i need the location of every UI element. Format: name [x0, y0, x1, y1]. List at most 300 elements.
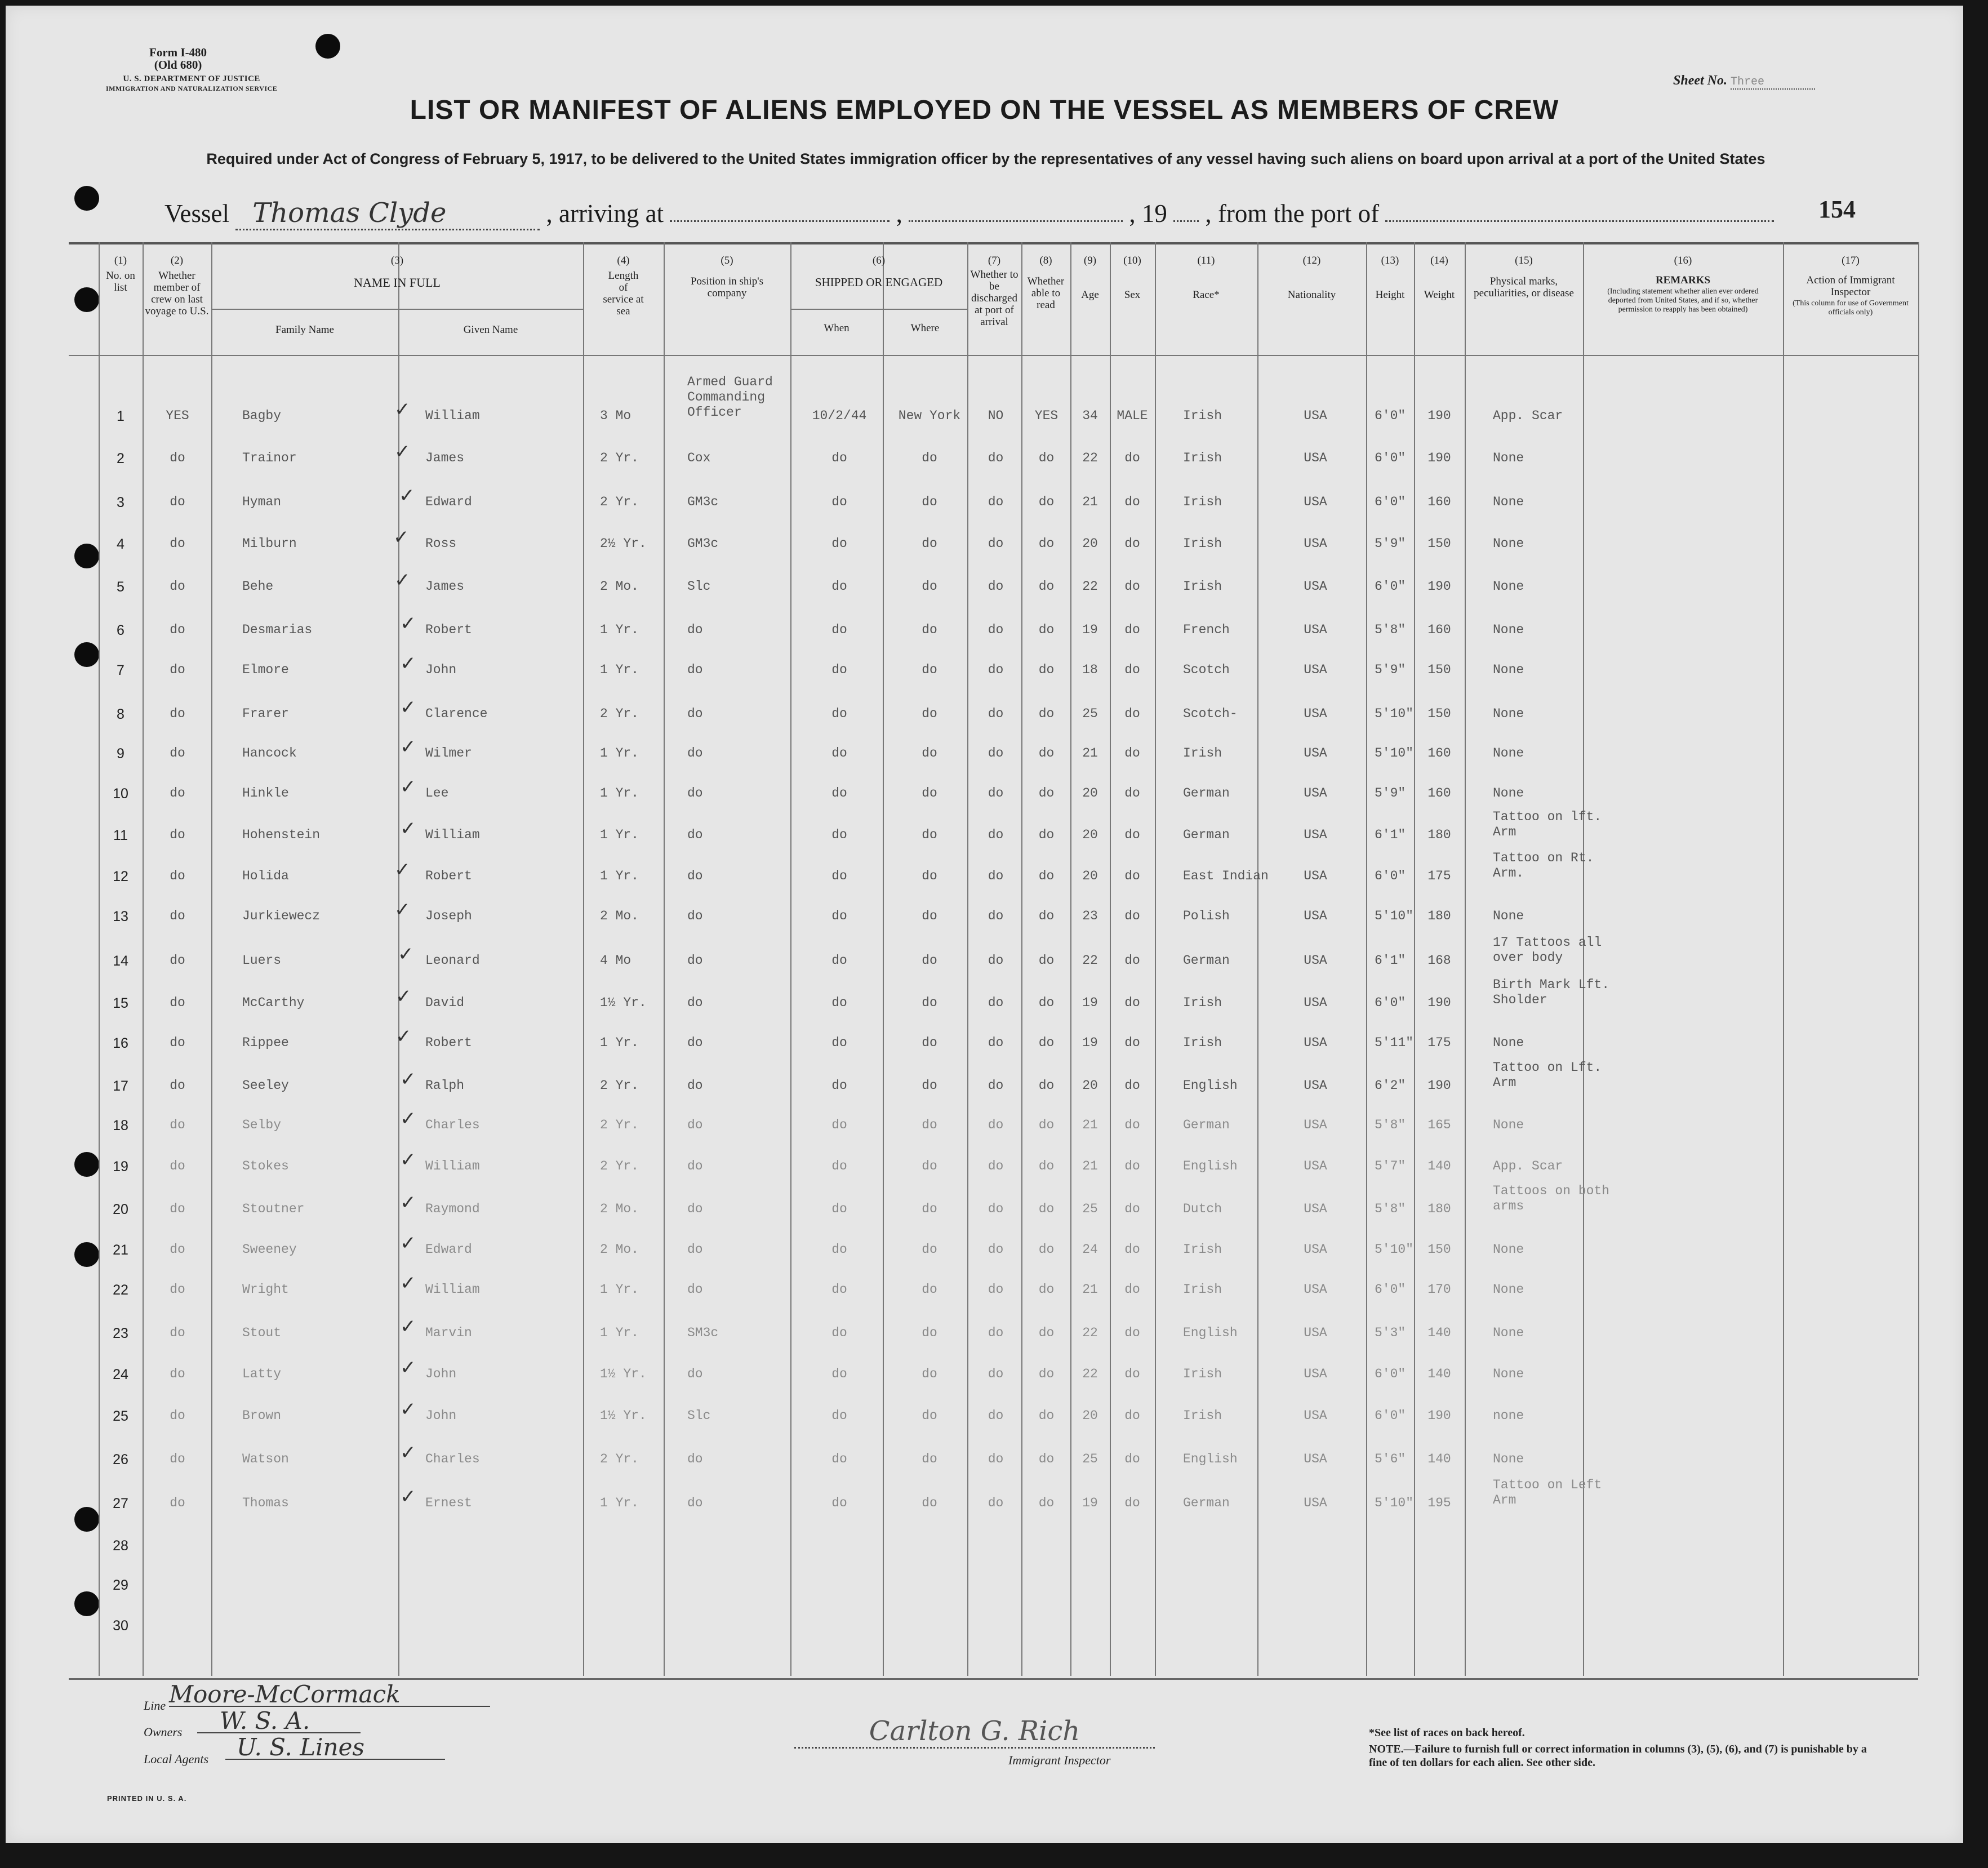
cell-discharged: do	[988, 1326, 1004, 1340]
cell-position: do	[687, 1202, 703, 1216]
cell-read: do	[1038, 662, 1055, 677]
cell-family: Brown	[242, 1408, 282, 1423]
cell-age: 20	[1082, 828, 1098, 842]
manifest-sheet	[6, 6, 1963, 1843]
cell-when: do	[831, 495, 847, 509]
row-number: 12	[113, 869, 128, 884]
cell-marks: None	[1493, 662, 1524, 677]
cell-position: Cox	[687, 451, 711, 465]
cell-weight: 160	[1427, 495, 1451, 509]
cell-where: do	[922, 1118, 937, 1132]
cell-nationality: USA	[1304, 746, 1327, 760]
cell-where: do	[922, 1078, 937, 1093]
cell-when: do	[831, 1078, 847, 1093]
cell-age: 19	[1082, 622, 1098, 637]
cell-weight: 175	[1427, 1035, 1451, 1050]
cell-nationality: USA	[1304, 1496, 1327, 1510]
cell-race: Irish	[1183, 1242, 1222, 1257]
cell-position: do	[687, 995, 703, 1010]
cell-race: Irish	[1183, 1282, 1222, 1297]
col5-number: (5)	[721, 255, 733, 266]
cell-discharged: do	[988, 909, 1004, 923]
cell-service: 4 Mo	[600, 953, 631, 968]
cell-service: 1 Yr.	[600, 1496, 639, 1510]
table-row	[6, 1108, 1963, 1140]
table-row	[6, 1442, 1963, 1474]
cell-height: 6'2"	[1375, 1078, 1406, 1093]
cell-service: 2 Yr.	[600, 451, 639, 465]
table-row	[6, 1398, 1963, 1431]
cell-read: do	[1038, 828, 1055, 842]
cell-age: 21	[1082, 495, 1098, 509]
cell-position: do	[687, 662, 703, 677]
cell-age: 23	[1082, 909, 1098, 923]
cell-sex: do	[1124, 1035, 1140, 1050]
checkmark-icon: ✓	[400, 736, 416, 758]
col2-number: (2)	[170, 255, 184, 266]
checkmark-icon: ✓	[400, 696, 416, 719]
row-number: 14	[113, 953, 128, 969]
cell-height: 6'0"	[1375, 408, 1406, 423]
form-old-number: (Old 680)	[154, 58, 202, 72]
cell-crew: do	[170, 1078, 185, 1093]
cell-nationality: USA	[1304, 1242, 1327, 1257]
cell-position: Slc	[687, 1408, 711, 1423]
cell-read: do	[1038, 1078, 1055, 1093]
row-number: 15	[113, 995, 128, 1011]
col15-heading	[1465, 255, 1583, 299]
cell-nationality: USA	[1304, 662, 1327, 677]
col7-heading	[967, 255, 1021, 328]
cell-discharged: do	[988, 1496, 1004, 1510]
checkmark-icon: ✓	[400, 1191, 416, 1214]
cell-service: 1 Yr.	[600, 1282, 639, 1297]
col4-title: Length of service at sea	[603, 270, 644, 317]
cell-where: do	[922, 995, 937, 1010]
col9-title: Age	[1081, 289, 1099, 301]
arriving-label: , arriving at	[546, 199, 664, 228]
cell-weight: 180	[1427, 909, 1451, 923]
cell-age: 20	[1082, 786, 1098, 800]
checkmark-icon: ✓	[400, 1398, 416, 1421]
cell-discharged: do	[988, 1078, 1004, 1093]
comma-sep: ,	[896, 199, 902, 228]
cell-read: do	[1038, 1118, 1055, 1132]
cell-discharged: do	[988, 579, 1004, 594]
cell-where: do	[922, 1035, 937, 1050]
cell-family: Thomas	[242, 1496, 289, 1510]
checkmark-icon: ✓	[400, 817, 416, 840]
cell-crew: do	[170, 451, 185, 465]
cell-crew: do	[170, 828, 185, 842]
table-row	[6, 612, 1963, 645]
cell-family: Wright	[242, 1282, 289, 1297]
cell-crew: do	[170, 1202, 185, 1216]
row-number: 18	[113, 1118, 128, 1133]
row-number: 22	[113, 1282, 128, 1298]
cell-discharged: do	[988, 1367, 1004, 1381]
cell-when: 10/2/44	[812, 408, 867, 423]
cell-service: 1 Yr.	[600, 662, 639, 677]
cell-position: do	[687, 1452, 703, 1466]
cell-crew: do	[170, 536, 185, 551]
cell-sex: do	[1124, 1202, 1140, 1216]
vessel-name: Thomas Clyde	[235, 197, 540, 230]
cell-family: Rippee	[242, 1035, 289, 1050]
cell-service: 1½ Yr.	[600, 995, 647, 1010]
cell-age: 21	[1082, 746, 1098, 760]
cell-marks: Birth Mark Lft. Sholder	[1493, 977, 1610, 1007]
cell-given: Edward	[425, 495, 472, 509]
cell-age: 22	[1082, 579, 1098, 594]
cell-age: 19	[1082, 1496, 1098, 1510]
table-row	[6, 1315, 1963, 1348]
cell-read: do	[1038, 1202, 1055, 1216]
cell-race: Scotch	[1183, 662, 1230, 677]
cell-family: Stoutner	[242, 1202, 305, 1216]
cell-given: Charles	[425, 1118, 480, 1132]
cell-crew: do	[170, 706, 185, 721]
cell-service: 1 Yr.	[600, 1035, 639, 1050]
cell-sex: do	[1124, 1326, 1140, 1340]
cell-service: 1 Yr.	[600, 1326, 639, 1340]
cell-given: Wilmer	[425, 746, 472, 760]
cell-service: 1½ Yr.	[600, 1408, 647, 1423]
cell-nationality: USA	[1304, 909, 1327, 923]
cell-discharged: do	[988, 622, 1004, 637]
cell-crew: do	[170, 995, 185, 1010]
cell-discharged: do	[988, 451, 1004, 465]
cell-family: Seeley	[242, 1078, 289, 1093]
cell-nationality: USA	[1304, 1282, 1327, 1297]
cell-given: William	[425, 1159, 480, 1173]
cell-crew: do	[170, 1035, 185, 1050]
cell-crew: do	[170, 1452, 185, 1466]
cell-sex: do	[1124, 953, 1140, 968]
cell-given: Charles	[425, 1452, 480, 1466]
row-number: 25	[113, 1408, 128, 1424]
cell-service: 2 Yr.	[600, 1118, 639, 1132]
cell-read: do	[1038, 953, 1055, 968]
cell-age: 21	[1082, 1118, 1098, 1132]
cell-discharged: do	[988, 706, 1004, 721]
cell-read: do	[1038, 1408, 1055, 1423]
col11-title: Race*	[1193, 289, 1220, 301]
cell-given: John	[425, 1408, 457, 1423]
department-name: U. S. DEPARTMENT OF JUSTICE	[123, 74, 260, 83]
cell-nationality: USA	[1304, 1035, 1327, 1050]
cell-where: do	[922, 1242, 937, 1257]
cell-service: 2 Mo.	[600, 579, 639, 594]
checkmark-icon: ✓	[398, 943, 414, 966]
cell-when: do	[831, 1035, 847, 1050]
cell-weight: 190	[1427, 1408, 1451, 1423]
col3b-heading: Given Name	[463, 324, 518, 336]
cell-given: James	[425, 451, 465, 465]
col5-title: Position in ship's company	[690, 275, 764, 299]
cell-nationality: USA	[1304, 1452, 1327, 1466]
col15-title: Physical marks, peculiarities, or disease	[1474, 275, 1574, 299]
cell-race: Irish	[1183, 746, 1222, 760]
cell-given: Ralph	[425, 1078, 465, 1093]
cell-age: 22	[1082, 451, 1098, 465]
cell-weight: 190	[1427, 1078, 1451, 1093]
cell-discharged: do	[988, 1035, 1004, 1050]
col4-number: (4)	[617, 255, 630, 266]
cell-when: do	[831, 909, 847, 923]
col16-subtitle: (Including statement whether alien ever ordered deported from United States, and if so, whether permission to reapply has been obtained)	[1607, 287, 1759, 314]
cell-when: do	[831, 1118, 847, 1132]
cell-where: do	[922, 1159, 937, 1173]
cell-where: do	[922, 1367, 937, 1381]
checkmark-icon: ✓	[400, 1149, 416, 1171]
cell-age: 20	[1082, 1078, 1098, 1093]
cell-family: Bagby	[242, 408, 282, 423]
cell-given: Robert	[425, 869, 472, 883]
cell-age: 25	[1082, 1202, 1098, 1216]
cell-crew: do	[170, 786, 185, 800]
cell-age: 19	[1082, 1035, 1098, 1050]
cell-service: 2 Mo.	[600, 1202, 639, 1216]
cell-given: Robert	[425, 1035, 472, 1050]
cell-weight: 140	[1427, 1452, 1451, 1466]
col1-number: (1)	[114, 255, 127, 266]
cell-nationality: USA	[1304, 1159, 1327, 1173]
col1-title: No. on list	[106, 270, 135, 293]
cell-family: Frarer	[242, 706, 289, 721]
cell-weight: 180	[1427, 828, 1451, 842]
col4-heading	[583, 255, 664, 317]
col1-heading	[99, 255, 143, 293]
col9-heading	[1070, 255, 1110, 301]
cell-age: 24	[1082, 1242, 1098, 1257]
cell-read: do	[1038, 909, 1055, 923]
col6a-heading: When	[824, 322, 850, 334]
cell-nationality: USA	[1304, 1202, 1327, 1216]
cell-sex: do	[1124, 1367, 1140, 1381]
checkmark-icon: ✓	[393, 526, 410, 549]
cell-race: German	[1183, 1496, 1230, 1510]
cell-height: 5'10"	[1375, 1496, 1414, 1510]
cell-given: Clarence	[425, 706, 488, 721]
cell-race: East Indian	[1183, 869, 1269, 883]
cell-marks: None	[1493, 1452, 1524, 1466]
cell-crew: do	[170, 746, 185, 760]
cell-position: do	[687, 746, 703, 760]
col13-title: Height	[1375, 289, 1405, 301]
cell-sex: MALE	[1117, 408, 1148, 423]
cell-read: do	[1038, 786, 1055, 800]
col12-title: Nationality	[1287, 289, 1336, 301]
cell-where: New York	[898, 408, 961, 423]
table-row	[6, 736, 1963, 768]
table-row	[6, 1538, 1963, 1560]
cell-position: do	[687, 1282, 703, 1297]
punch-hole	[315, 34, 340, 59]
cell-weight: 160	[1427, 622, 1451, 637]
cell-marks: None	[1493, 1282, 1524, 1297]
cell-age: 34	[1082, 408, 1098, 423]
agents-value: U. S. Lines	[225, 1736, 445, 1760]
cell-race: Irish	[1183, 1367, 1222, 1381]
cell-where: do	[922, 579, 937, 594]
cell-sex: do	[1124, 828, 1140, 842]
checkmark-icon: ✓	[400, 1108, 416, 1130]
cell-where: do	[922, 622, 937, 637]
cell-height: 5'11"	[1375, 1035, 1414, 1050]
cell-read: do	[1038, 995, 1055, 1010]
table-row	[6, 935, 1963, 976]
cell-nationality: USA	[1304, 953, 1327, 968]
cell-when: do	[831, 536, 847, 551]
cell-nationality: USA	[1304, 495, 1327, 509]
col6-title: SHIPPED OR ENGAGED	[815, 275, 943, 289]
cell-race: Irish	[1183, 1035, 1222, 1050]
cell-marks: Tattoo on Rt. Arm.	[1493, 851, 1594, 880]
cell-weight: 150	[1427, 536, 1451, 551]
row-number: 3	[117, 495, 124, 510]
cell-weight: 140	[1427, 1159, 1451, 1173]
cell-race: German	[1183, 828, 1230, 842]
cell-weight: 160	[1427, 746, 1451, 760]
cell-race: Dutch	[1183, 1202, 1222, 1216]
table-row	[6, 1618, 1963, 1640]
row-number: 21	[113, 1242, 128, 1258]
cell-family: Hinkle	[242, 786, 289, 800]
cell-service: 1 Yr.	[600, 828, 639, 842]
col7-number: (7)	[988, 255, 1001, 266]
cell-read: YES	[1034, 408, 1059, 423]
cell-weight: 140	[1427, 1367, 1451, 1381]
cell-position: do	[687, 953, 703, 968]
cell-age: 20	[1082, 869, 1098, 883]
cell-discharged: NO	[988, 408, 1004, 423]
cell-given: John	[425, 662, 457, 677]
cell-family: Watson	[242, 1452, 289, 1466]
inspector-label: Immigrant Inspector	[1008, 1753, 1111, 1767]
cell-nationality: USA	[1304, 1078, 1327, 1093]
cell-crew: YES	[166, 408, 189, 423]
cell-height: 6'0"	[1375, 995, 1406, 1010]
cell-position: SM3c	[687, 1326, 719, 1340]
cell-service: 1 Yr.	[600, 869, 639, 883]
cell-service: 2 Mo.	[600, 909, 639, 923]
cell-height: 5'9"	[1375, 662, 1406, 677]
table-row	[6, 1149, 1963, 1181]
cell-height: 6'1"	[1375, 953, 1406, 968]
cell-height: 6'0"	[1375, 1408, 1406, 1423]
table-row	[6, 441, 1963, 473]
col14-number: (14)	[1430, 255, 1448, 266]
cell-service: 2 Yr.	[600, 1078, 639, 1093]
cell-race: Irish	[1183, 1408, 1222, 1423]
cell-discharged: do	[988, 1452, 1004, 1466]
cell-race: Irish	[1183, 995, 1222, 1010]
cell-position: do	[687, 1118, 703, 1132]
checkmark-icon: ✓	[400, 1356, 416, 1379]
cell-age: 22	[1082, 1326, 1098, 1340]
cell-sex: do	[1124, 495, 1140, 509]
form-id	[149, 46, 207, 71]
agents-label: Local Agents	[144, 1752, 209, 1766]
checkmark-icon: ✓	[400, 1485, 416, 1508]
table-row	[6, 526, 1963, 559]
cell-discharged: do	[988, 1202, 1004, 1216]
cell-crew: do	[170, 579, 185, 594]
cell-age: 22	[1082, 1367, 1098, 1381]
checkmark-icon: ✓	[395, 985, 412, 1008]
cell-family: Trainor	[242, 451, 297, 465]
checkmark-icon: ✓	[394, 569, 411, 591]
row-number: 5	[117, 579, 124, 595]
cell-height: 5'3"	[1375, 1326, 1406, 1340]
row-number: 28	[113, 1538, 128, 1554]
cell-height: 5'10"	[1375, 909, 1414, 923]
cell-service: 1 Yr.	[600, 622, 639, 637]
cell-age: 25	[1082, 1452, 1098, 1466]
cell-nationality: USA	[1304, 622, 1327, 637]
cell-crew: do	[170, 622, 185, 637]
cell-position: do	[687, 706, 703, 721]
cell-discharged: do	[988, 536, 1004, 551]
cell-given: Ross	[425, 536, 457, 551]
inspector-signature: Carlton G. Rich	[794, 1715, 1155, 1749]
table-row	[6, 810, 1963, 850]
cell-marks: None	[1493, 622, 1524, 637]
cell-where: do	[922, 869, 937, 883]
cell-discharged: do	[988, 953, 1004, 968]
cell-crew: do	[170, 869, 185, 883]
row-number: 8	[117, 706, 124, 722]
cell-weight: 180	[1427, 1202, 1451, 1216]
cell-height: 6'0"	[1375, 579, 1406, 594]
cell-nationality: USA	[1304, 408, 1327, 423]
col12-number: (12)	[1302, 255, 1321, 266]
cell-marks: Tattoos on both arms	[1493, 1184, 1610, 1213]
cell-sex: do	[1124, 1282, 1140, 1297]
cell-when: do	[831, 869, 847, 883]
cell-weight: 165	[1427, 1118, 1451, 1132]
cell-read: do	[1038, 1282, 1055, 1297]
table-row	[6, 776, 1963, 808]
cell-read: do	[1038, 579, 1055, 594]
cell-weight: 150	[1427, 1242, 1451, 1257]
cell-nationality: USA	[1304, 1367, 1327, 1381]
cell-given: Marvin	[425, 1326, 472, 1340]
row-number: 6	[117, 622, 124, 638]
cell-height: 5'8"	[1375, 1202, 1406, 1216]
cell-position: do	[687, 1496, 703, 1510]
cell-position: Slc	[687, 579, 711, 594]
cell-read: do	[1038, 451, 1055, 465]
col3a-heading: Family Name	[275, 324, 334, 336]
cell-where: do	[922, 1496, 937, 1510]
cell-when: do	[831, 1159, 847, 1173]
cell-read: do	[1038, 1159, 1055, 1173]
cell-when: do	[831, 746, 847, 760]
line-value: Moore-McCormack	[169, 1683, 490, 1707]
cell-crew: do	[170, 1159, 185, 1173]
page-number: 154	[1818, 195, 1856, 223]
row-number: 10	[113, 786, 128, 802]
cell-sex: do	[1124, 579, 1140, 594]
cell-when: do	[831, 451, 847, 465]
cell-where: do	[922, 536, 937, 551]
cell-weight: 170	[1427, 1282, 1451, 1297]
cell-discharged: do	[988, 1118, 1004, 1132]
checkmark-icon: ✓	[394, 398, 411, 421]
cell-weight: 175	[1427, 869, 1451, 883]
